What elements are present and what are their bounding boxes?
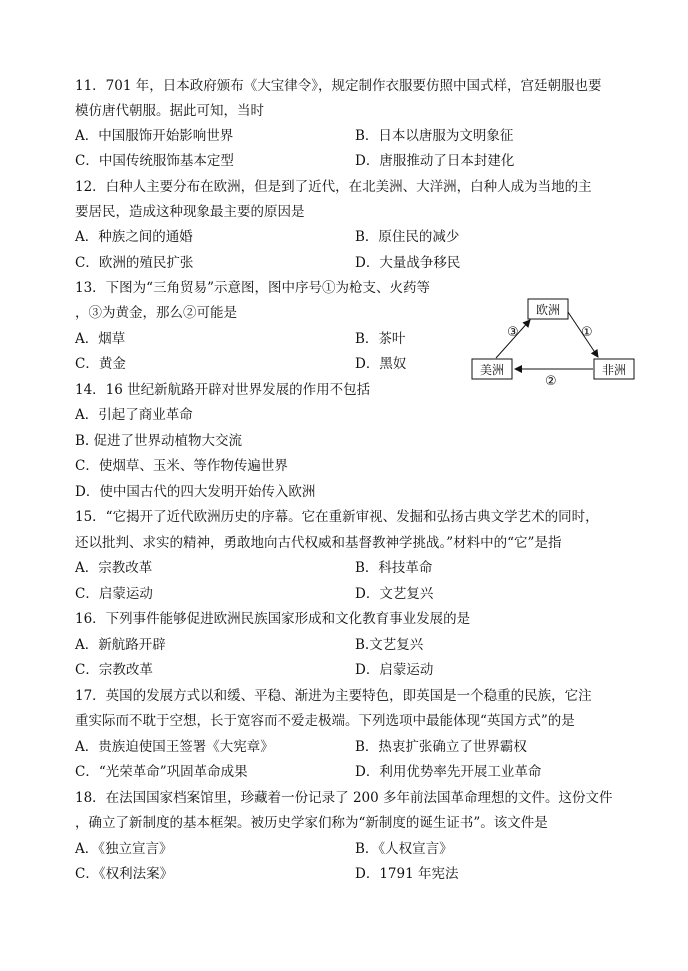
question-16-option-d: D．启蒙运动: [355, 662, 434, 678]
question-13-stem-line-1: 13．下图为“三角贸易”示意图，图中序号①为枪支、火药等: [75, 280, 430, 296]
question-17-option-c: C．“光荣革命”巩固革命成果: [75, 764, 248, 780]
question-12-stem-line-1: 12．白种人主要分布在欧洲，但是到了近代，在北美洲、大洋洲，白种人成为当地的主: [75, 179, 592, 195]
question-11-stem-line-1: 11．701 年，日本政府颁布《大宝律令》，规定制作衣服要仿照中国式样，宫廷朝服也要: [75, 78, 602, 94]
question-15-option-c: C．启蒙运动: [75, 586, 153, 602]
question-16-option-a: A．新航路开辟: [75, 637, 166, 653]
question-16-option-c: C．宗教改革: [75, 662, 153, 678]
question-17-stem-line-1: 17．英国的发展方式以和缓、平稳、渐进为主要特色，即英国是一个稳重的民族，它注: [75, 688, 592, 704]
question-17-option-a: A．贵族迫使国王签署《大宪章》: [75, 739, 274, 755]
question-13-stem-line-2: ，③为黄金，那么②可能是: [75, 305, 237, 321]
america-label: 美洲: [480, 363, 505, 377]
question-11-option-b: B．日本以唐服为文明象征: [355, 128, 514, 144]
question-14-option-b: B. 促进了世界动植物大交流: [75, 433, 243, 449]
question-18-stem-line-2: ，确立了新制度的基本框架。被历史学家们称为“新制度的诞生证书”。该文件是: [75, 815, 548, 831]
question-15-stem-line-2: 还以批判、求实的精神，勇敢地向古代权威和基督教神学挑战。”材料中的“它”是指: [75, 535, 562, 551]
question-18-option-c: C．《权利法案》: [75, 866, 174, 882]
question-13-option-a: A．烟草: [75, 331, 126, 347]
question-13-option-c: C．黄金: [75, 356, 126, 372]
question-15-option-b: B．科技革命: [355, 560, 433, 576]
question-16-stem-line-1: 16．下列事件能够促进欧洲民族国家形成和文化教育事业发展的是: [75, 611, 471, 627]
question-12-option-a: A．种族之间的通婚: [75, 229, 193, 245]
question-12-stem-line-2: 要居民，造成这种现象最主要的原因是: [75, 204, 305, 220]
triangle-trade-svg: [470, 296, 640, 386]
route-mark-3: ③: [507, 325, 519, 340]
question-14-option-a: A．引起了商业革命: [75, 407, 193, 423]
question-16-option-b: B.文艺复兴: [355, 637, 424, 653]
question-17-option-b: B．热衷扩张确立了世界霸权: [355, 739, 527, 755]
question-12-option-d: D．大量战争移民: [355, 255, 461, 271]
question-11-option-a: A．中国服饰开始影响世界: [75, 128, 234, 144]
question-14-option-c: C．使烟草、玉米、等作物传遍世界: [75, 458, 288, 474]
question-11-option-c: C．中国传统服饰基本定型: [75, 153, 234, 169]
question-11-option-d: D．唐服推动了日本封建化: [355, 153, 515, 169]
question-15-option-d: D．文艺复兴: [355, 586, 434, 602]
question-12-option-c: C．欧洲的殖民扩张: [75, 255, 194, 271]
question-17-stem-line-2: 重实际而不耽于空想，长于宽容而不爱走极端。下列选项中最能体现“英国方式”的是: [75, 713, 575, 729]
question-13-option-b: B．茶叶: [355, 331, 406, 347]
question-14-stem-line-1: 14．16 世纪新航路开辟对世界发展的作用不包括: [75, 382, 371, 398]
question-15-option-a: A．宗教改革: [75, 560, 153, 576]
question-11-stem-line-2: 模仿唐代朝服。据此可知，当时: [75, 103, 264, 119]
question-13-option-d: D．黑奴: [355, 356, 407, 372]
question-18-option-a: A．《独立宣言》: [75, 841, 173, 857]
question-14-option-d: D．使中国古代的四大发明开始传入欧洲: [75, 484, 316, 500]
africa-label: 非洲: [602, 363, 627, 377]
europe-label: 欧洲: [536, 303, 561, 317]
question-18-option-b: B．《人权宣言》: [355, 841, 453, 857]
triangle-trade-diagram: [470, 296, 640, 386]
route-mark-2: ②: [545, 374, 557, 386]
question-18-option-d: D．1791 年宪法: [355, 866, 459, 882]
question-17-option-d: D．利用优势率先开展工业革命: [355, 764, 542, 780]
question-15-stem-line-1: 15．“它揭开了近代欧洲历史的序幕。它在重新审视、发掘和弘扬古典文学艺术的同时，: [75, 509, 599, 525]
route-mark-1: ①: [581, 325, 593, 340]
question-12-option-b: B．原住民的减少: [355, 229, 460, 245]
question-18-stem-line-1: 18．在法国国家档案馆里，珍藏着一份记录了 200 多年前法国革命理想的文件。这份文件: [75, 790, 613, 806]
